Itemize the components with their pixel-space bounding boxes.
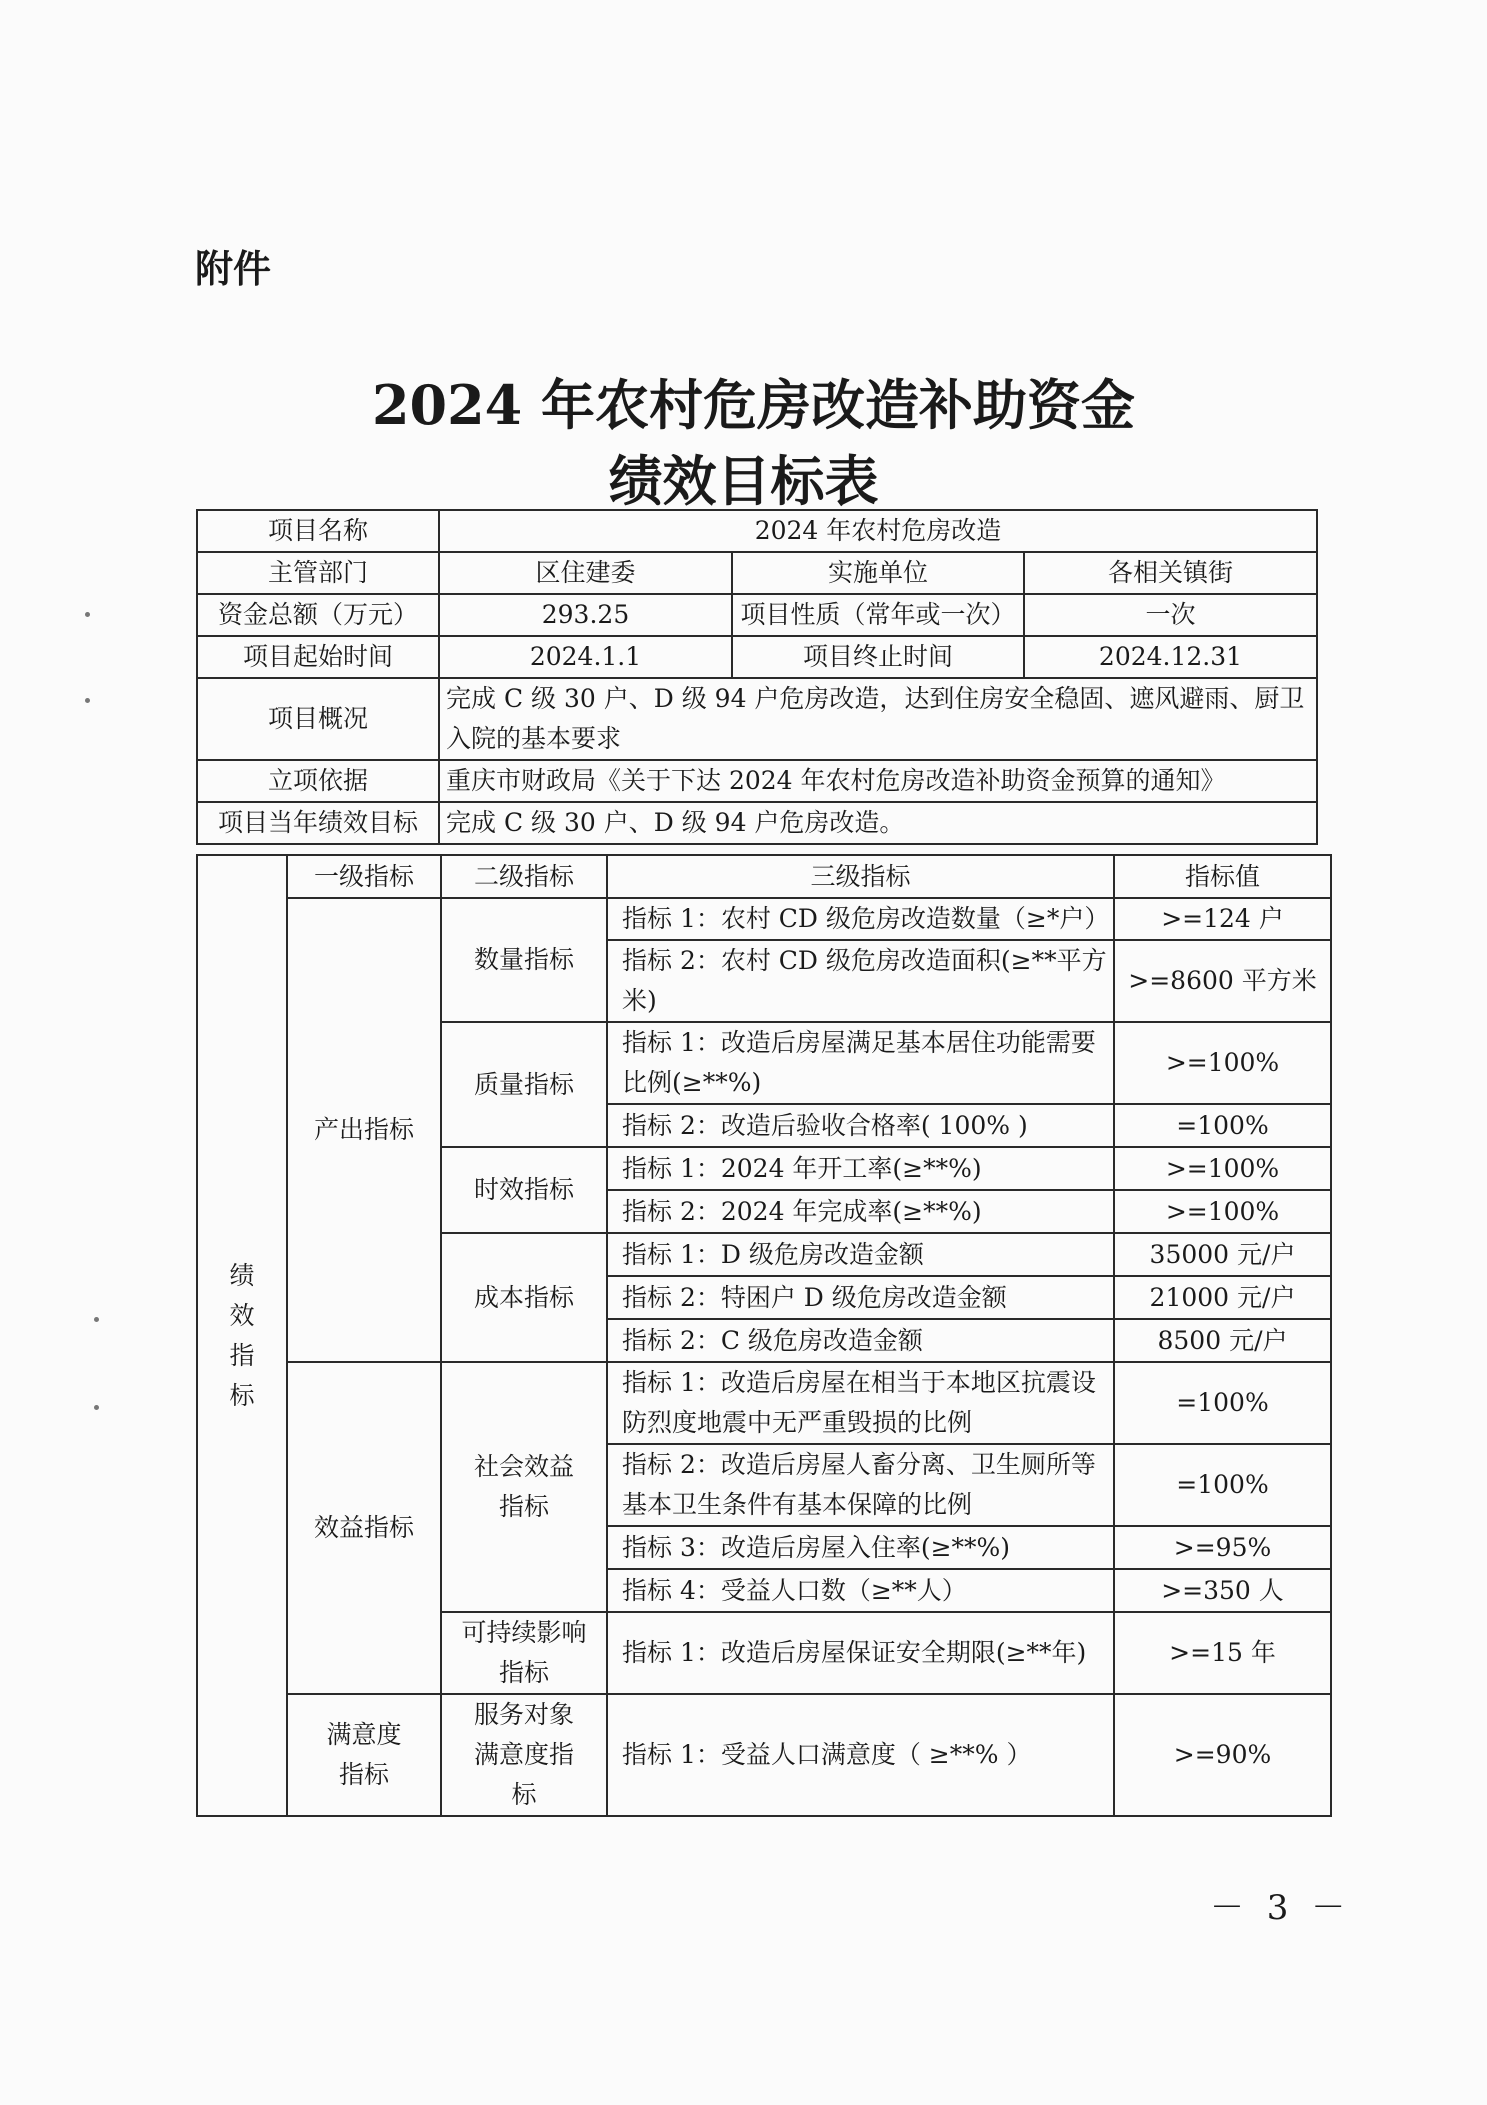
scan-mark	[94, 1317, 99, 1322]
scan-mark	[94, 1405, 99, 1410]
table-row	[197, 802, 1317, 844]
performance-section-label: 绩效指标	[197, 855, 287, 1816]
indicator-text: 指标 2：C 级危房改造金额	[607, 1319, 1114, 1362]
indicator-text: 指标 3：改造后房屋入住率(≥**%)	[607, 1526, 1114, 1569]
header-level1: 一级指标	[287, 855, 441, 898]
goal-value: 完成 C 级 30 户、D 级 94 户危房改造。	[439, 802, 1317, 844]
impl-label: 实施单位	[732, 552, 1024, 594]
indicator-value: >=15 年	[1114, 1612, 1331, 1694]
indicator-value: >=350 人	[1114, 1569, 1331, 1612]
indicator-text: 指标 1：改造后房屋满足基本居住功能需要比例(≥**%)	[607, 1022, 1114, 1104]
goal-label: 项目当年绩效目标	[197, 802, 439, 844]
table-row	[197, 678, 1317, 760]
indicator-text: 指标 1：2024 年开工率(≥**%)	[607, 1147, 1114, 1190]
dept-label: 主管部门	[197, 552, 439, 594]
indicator-value: 21000 元/户	[1114, 1276, 1331, 1319]
indicator-text: 指标 2：特困户 D 级危房改造金额	[607, 1276, 1114, 1319]
end-value: 2024.12.31	[1024, 636, 1317, 678]
indicator-value: >=100%	[1114, 1190, 1331, 1233]
table-row	[197, 636, 1317, 678]
indicator-text: 指标 2：改造后验收合格率( 100% )	[607, 1104, 1114, 1147]
benefit-indicator-label: 效益指标	[287, 1362, 441, 1694]
scan-mark	[85, 612, 90, 617]
table-row	[197, 898, 1331, 940]
cost-indicator-label: 成本指标	[441, 1233, 607, 1362]
basis-value: 重庆市财政局《关于下达 2024 年农村危房改造补助资金预算的通知》	[439, 760, 1317, 802]
scan-mark	[85, 698, 90, 703]
project-info-table	[196, 509, 1318, 845]
table-row	[197, 855, 1331, 898]
indicator-text: 指标 2：农村 CD 级危房改造面积(≥**平方米)	[607, 940, 1114, 1022]
table-row	[197, 594, 1317, 636]
document-title-line2: 绩效目标表	[608, 449, 879, 513]
indicator-text: 指标 1：D 级危房改造金额	[607, 1233, 1114, 1276]
indicator-value: >=124 户	[1114, 898, 1331, 940]
header-level3: 三级指标	[607, 855, 1114, 898]
funds-label: 资金总额（万元）	[197, 594, 439, 636]
sustainable-impact-label: 可持续影响指标	[441, 1612, 607, 1694]
basis-label: 立项依据	[197, 760, 439, 802]
project-name-value: 2024 年农村危房改造	[439, 510, 1317, 552]
indicator-value: >=90%	[1114, 1694, 1331, 1816]
page-number: － 3 －	[1210, 1888, 1352, 1928]
nature-value: 一次	[1024, 594, 1317, 636]
indicator-value: =100%	[1114, 1104, 1331, 1147]
table-row	[197, 1694, 1331, 1816]
nature-label: 项目性质（常年或一次）	[732, 594, 1024, 636]
start-value: 2024.1.1	[439, 636, 732, 678]
quantity-indicator-label: 数量指标	[441, 898, 607, 1022]
end-label: 项目终止时间	[732, 636, 1024, 678]
indicator-text: 指标 1：改造后房屋保证安全期限(≥**年)	[607, 1612, 1114, 1694]
indicator-value: 35000 元/户	[1114, 1233, 1331, 1276]
indicator-text: 指标 1：受益人口满意度（ ≥**% ）	[607, 1694, 1114, 1816]
impl-value: 各相关镇街	[1024, 552, 1317, 594]
table-row	[197, 552, 1317, 594]
indicator-text: 指标 2：改造后房屋人畜分离、卫生厕所等基本卫生条件有基本保障的比例	[607, 1444, 1114, 1526]
output-indicator-label: 产出指标	[287, 898, 441, 1362]
service-satisfaction-label: 服务对象满意度指标	[441, 1694, 607, 1816]
table-row	[197, 1362, 1331, 1444]
indicator-value: >=95%	[1114, 1526, 1331, 1569]
header-value: 指标值	[1114, 855, 1331, 898]
indicator-text: 指标 1：改造后房屋在相当于本地区抗震设防烈度地震中无严重毁损的比例	[607, 1362, 1114, 1444]
indicator-text: 指标 4：受益人口数（≥**人）	[607, 1569, 1114, 1612]
dept-value: 区住建委	[439, 552, 732, 594]
start-label: 项目起始时间	[197, 636, 439, 678]
indicator-value: >=8600 平方米	[1114, 940, 1331, 1022]
indicator-value: 8500 元/户	[1114, 1319, 1331, 1362]
quality-indicator-label: 质量指标	[441, 1022, 607, 1147]
overview-label: 项目概况	[197, 678, 439, 760]
indicator-value: =100%	[1114, 1444, 1331, 1526]
satisfaction-indicator-label: 满意度指标	[287, 1694, 441, 1816]
document-title-line1: 2024 年农村危房改造补助资金	[371, 373, 1136, 437]
overview-value: 完成 C 级 30 户、D 级 94 户危房改造，达到住房安全稳固、遮风避雨、厨卫入院的基本要求	[439, 678, 1317, 760]
table-row	[197, 510, 1317, 552]
attachment-label: 附件	[195, 247, 272, 291]
indicator-value: >=100%	[1114, 1147, 1331, 1190]
indicator-value: =100%	[1114, 1362, 1331, 1444]
indicator-table	[196, 854, 1332, 1817]
project-name-label: 项目名称	[197, 510, 439, 552]
social-benefit-label: 社会效益指标	[441, 1362, 607, 1612]
indicator-text: 指标 2：2024 年完成率(≥**%)	[607, 1190, 1114, 1233]
indicator-text: 指标 1：农村 CD 级危房改造数量（≥*户）	[607, 898, 1114, 940]
indicator-value: >=100%	[1114, 1022, 1331, 1104]
funds-value: 293.25	[439, 594, 732, 636]
header-level2: 二级指标	[441, 855, 607, 898]
timeliness-indicator-label: 时效指标	[441, 1147, 607, 1233]
table-row	[197, 760, 1317, 802]
